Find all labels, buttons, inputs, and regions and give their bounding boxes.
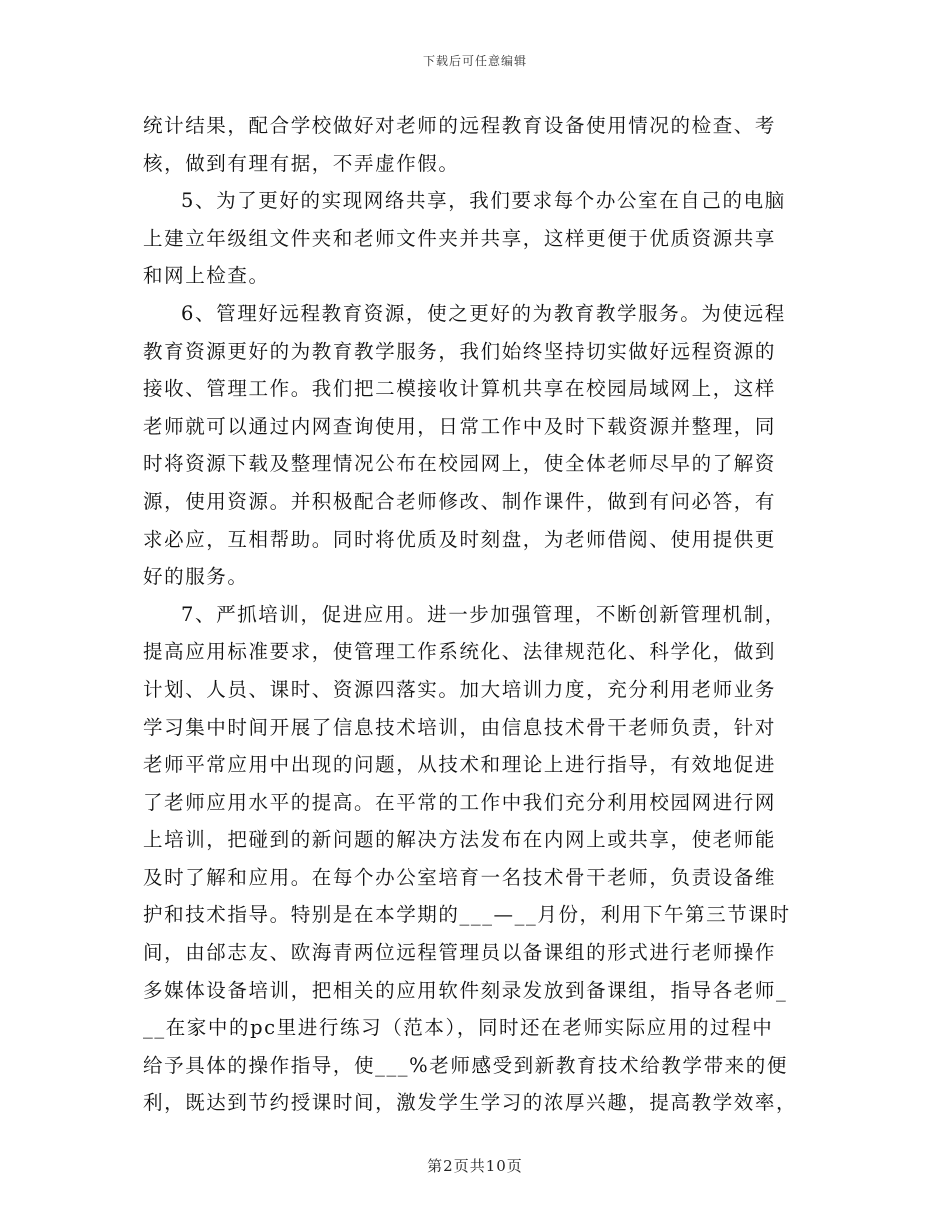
document-body <box>143 107 807 1122</box>
text-line: 7、严抓培训，促进应用。进一步加强管理，不断创新管理机制， <box>181 602 786 626</box>
text-line: 统计结果，配合学校做好对老师的远程教育设备使用情况的检查、考 <box>143 114 777 137</box>
text-line: 接收、管理工作。我们把二模接收计算机共享在校园局域网上，这样 <box>143 377 777 401</box>
text-line: 好的服务。 <box>143 565 249 589</box>
text-line: 及时了解和应用。在每个办公室培育一名技术骨干老师，负责设备维 <box>143 865 777 889</box>
text-line: 了老师应用水平的提高。在平常的工作中我们充分利用校园网进行网 <box>143 790 777 814</box>
text-line: 学习集中时间开展了信息技术培训，由信息技术骨干老师负责，针对 <box>143 715 777 739</box>
page-header-note: 下载后可任意编辑 <box>422 54 527 68</box>
text-line: 利，既达到节约授课时间，激发学生学习的浓厚兴趣，提高教学效率， <box>143 1091 798 1115</box>
text-line: 上建立年级组文件夹和老师文件夹并共享，这样更便于优质资源共享 <box>143 226 777 250</box>
text-line: 6、管理好远程教育资源，使之更好的为教育教学服务。为使远程 <box>181 301 786 325</box>
text-line: __在家中的pc里进行练习（范本），同时还在老师实际应用的过程中 <box>143 1016 774 1040</box>
text-line: 求必应，互相帮助。同时将优质及时刻盘，为老师借阅、使用提供更 <box>143 527 777 551</box>
text-line: 源，使用资源。并积极配合老师修改、制作课件，做到有问必答，有 <box>143 489 777 513</box>
page-number: 第2页共10页 <box>427 1157 523 1175</box>
text-line: 计划、人员、课时、资源四落实。加大培训力度，充分利用老师业务 <box>143 677 777 701</box>
text-line: 老师就可以通过内网查询使用，日常工作中及时下载资源并整理，同 <box>143 414 777 438</box>
text-line: 时将资源下载及整理情况公布在校园网上，使全体老师尽早的了解资 <box>143 452 777 476</box>
text-line: 教育资源更好的为教育教学服务，我们始终坚持切实做好远程资源的 <box>143 339 777 363</box>
text-line: 护和技术指导。特别是在本学期的___—__月份，利用下午第三节课时 <box>143 903 791 927</box>
text-line: 和网上检查。 <box>143 264 270 288</box>
text-line: 核，做到有理有据，不弄虚作假。 <box>143 151 460 175</box>
text-line: 5、为了更好的实现网络共享，我们要求每个办公室在自己的电脑 <box>181 189 786 213</box>
text-line: 老师平常应用中出现的问题，从技术和理论上进行指导，有效地促进 <box>143 753 777 777</box>
text-line: 间，由邰志友、欧海青两位远程管理员以备课组的形式进行老师操作 <box>143 941 777 965</box>
text-line: 多媒体设备培训，把相关的应用软件刻录发放到备课组，指导各老师_ <box>143 978 788 1002</box>
text-line: 提高应用标准要求，使管理工作系统化、法律规范化、科学化，做到 <box>143 640 777 664</box>
text-line: 上培训，把碰到的新问题的解决方法发布在内网上或共享，使老师能 <box>143 828 777 852</box>
text-line: 给予具体的操作指导，使___%老师感受到新教育技术给教学带来的便 <box>143 1053 788 1077</box>
